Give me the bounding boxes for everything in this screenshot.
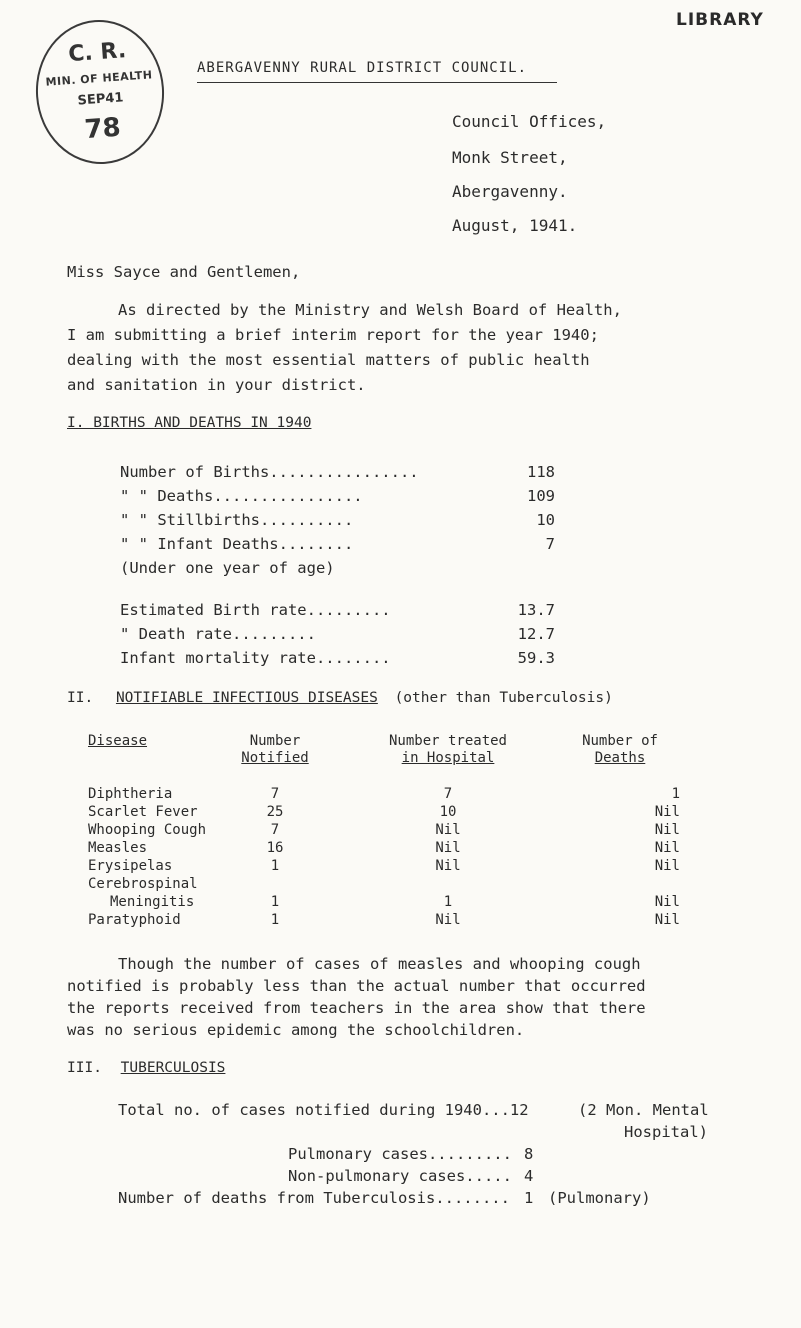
- col-hospital-header-top: Number treated: [388, 733, 507, 749]
- disease-deaths: Nil: [654, 858, 680, 874]
- stamp-line-3: SEP41: [77, 90, 124, 109]
- measles-note-line-4: was no serious epidemic among the schoolchildren.: [67, 1021, 525, 1039]
- disease-notified: 1: [270, 912, 280, 928]
- disease-notified: 7: [270, 786, 280, 802]
- section-3-number: III.: [67, 1060, 102, 1076]
- infant-mortality-label: Infant mortality rate........: [120, 649, 391, 667]
- section-3-heading: [67, 1060, 225, 1076]
- disease-notified: 16: [266, 840, 284, 856]
- deaths-value: 109: [527, 487, 555, 505]
- disease-name: Diphtheria: [88, 786, 173, 802]
- tb-total-note: (2 Mon. Mental: [578, 1101, 709, 1119]
- disease-hospital: 10: [439, 804, 457, 820]
- tb-nonpulmonary-value: 4: [524, 1167, 534, 1185]
- tb-total-label: Total no. of cases notified during 1940...12: [118, 1101, 529, 1119]
- disease-hospital: 1: [443, 894, 453, 910]
- col-deaths-header-bottom: Deaths: [594, 750, 646, 766]
- disease-deaths: Nil: [654, 804, 680, 820]
- tb-deaths-value: 1: [524, 1189, 534, 1207]
- disease-notified: 1: [270, 858, 280, 874]
- disease-hospital: Nil: [435, 822, 461, 838]
- intro-line-2: I am submitting a brief interim report for the year 1940;: [67, 326, 599, 344]
- section-2-suffix: (other than Tuberculosis): [394, 690, 613, 706]
- intro-line-3: dealing with the most essential matters of public health: [67, 351, 590, 369]
- section-2-title: NOTIFIABLE INFECTIOUS DISEASES: [115, 690, 378, 706]
- birth-rate-label: Estimated Birth rate.........: [120, 601, 391, 619]
- council-underline: [197, 82, 557, 83]
- infant-deaths-note: (Under one year of age): [120, 559, 335, 577]
- disease-name: Measles: [88, 840, 148, 856]
- births-label: Number of Births................: [120, 463, 419, 481]
- intro-line-1: As directed by the Ministry and Welsh Board of Health,: [118, 301, 622, 319]
- stillbirths-value: 10: [536, 511, 555, 529]
- col-deaths-header-top: Number of: [582, 733, 658, 749]
- section-2-number: II.: [67, 690, 94, 706]
- disease-name: Scarlet Fever: [88, 804, 198, 820]
- measles-note-line-1: Though the number of cases of measles and whooping cough: [118, 955, 641, 973]
- section-2-heading: [67, 690, 613, 706]
- col-notified-header-bottom: Notified: [241, 750, 309, 766]
- tb-nonpulmonary-label: Non-pulmonary cases.....: [288, 1167, 512, 1185]
- col-disease-header: Disease: [88, 733, 148, 749]
- tb-total-note-2: Hospital): [624, 1123, 708, 1141]
- disease-name: Paratyphoid: [88, 912, 181, 928]
- disease-hospital: Nil: [435, 858, 461, 874]
- death-rate-value: 12.7: [517, 625, 555, 643]
- intro-line-4: and sanitation in your district.: [67, 376, 366, 394]
- disease-name: Erysipelas: [88, 858, 173, 874]
- disease-hospital: Nil: [435, 840, 461, 856]
- disease-deaths: Nil: [654, 840, 680, 856]
- disease-notified: 7: [270, 822, 280, 838]
- tb-deaths-label: Number of deaths from Tuberculosis........: [118, 1189, 510, 1207]
- disease-notified: 25: [266, 804, 284, 820]
- measles-note-line-3: the reports received from teachers in the area show that there: [67, 999, 646, 1017]
- disease-deaths: Nil: [654, 822, 680, 838]
- birth-rate-value: 13.7: [517, 601, 555, 619]
- col-notified-header-top: Number: [249, 733, 301, 749]
- stamp-line-2: MIN. OF HEALTH: [45, 68, 153, 89]
- disease-name: Meningitis: [110, 894, 195, 910]
- death-rate-label: " Death rate.........: [120, 625, 316, 643]
- council-name: ABERGAVENNY RURAL DISTRICT COUNCIL.: [197, 60, 528, 76]
- infant-deaths-label: " " Infant Deaths........: [120, 535, 354, 553]
- disease-hospital: Nil: [435, 912, 461, 928]
- disease-hospital: 7: [443, 786, 453, 802]
- address-line-3: Abergavenny.: [452, 182, 568, 201]
- disease-name: Whooping Cough: [88, 822, 207, 838]
- stillbirths-label: " " Stillbirths..........: [120, 511, 354, 529]
- disease-deaths: 1: [671, 786, 680, 802]
- salutation: Miss Sayce and Gentlemen,: [67, 263, 301, 281]
- section-3-title: TUBERCULOSIS: [120, 1060, 226, 1076]
- library-stamp: LIBRARY: [676, 10, 764, 30]
- tb-pulmonary-label: Pulmonary cases.........: [288, 1145, 512, 1163]
- disease-notified: 1: [270, 894, 280, 910]
- section-1-heading: I. BIRTHS AND DEATHS IN 1940: [67, 415, 312, 431]
- measles-note-line-2: notified is probably less than the actual number that occurred: [67, 977, 646, 995]
- infant-deaths-value: 7: [545, 535, 555, 553]
- disease-deaths: Nil: [654, 894, 680, 910]
- letter-date: August, 1941.: [452, 216, 578, 235]
- disease-deaths: Nil: [654, 912, 680, 928]
- infant-mortality-value: 59.3: [517, 649, 555, 667]
- stamp-line-4: 78: [83, 112, 122, 146]
- address-line-1: Council Offices,: [452, 112, 607, 131]
- disease-name-line-1: Cerebrospinal: [88, 876, 198, 892]
- tb-pulmonary-value: 8: [524, 1145, 534, 1163]
- received-stamp: [31, 16, 169, 169]
- col-hospital-header-bottom: in Hospital: [401, 750, 495, 766]
- tb-deaths-note: (Pulmonary): [548, 1189, 651, 1207]
- address-line-2: Monk Street,: [452, 148, 568, 167]
- stamp-line-1: C. R.: [67, 38, 127, 68]
- births-value: 118: [527, 463, 555, 481]
- deaths-label: " " Deaths................: [120, 487, 363, 505]
